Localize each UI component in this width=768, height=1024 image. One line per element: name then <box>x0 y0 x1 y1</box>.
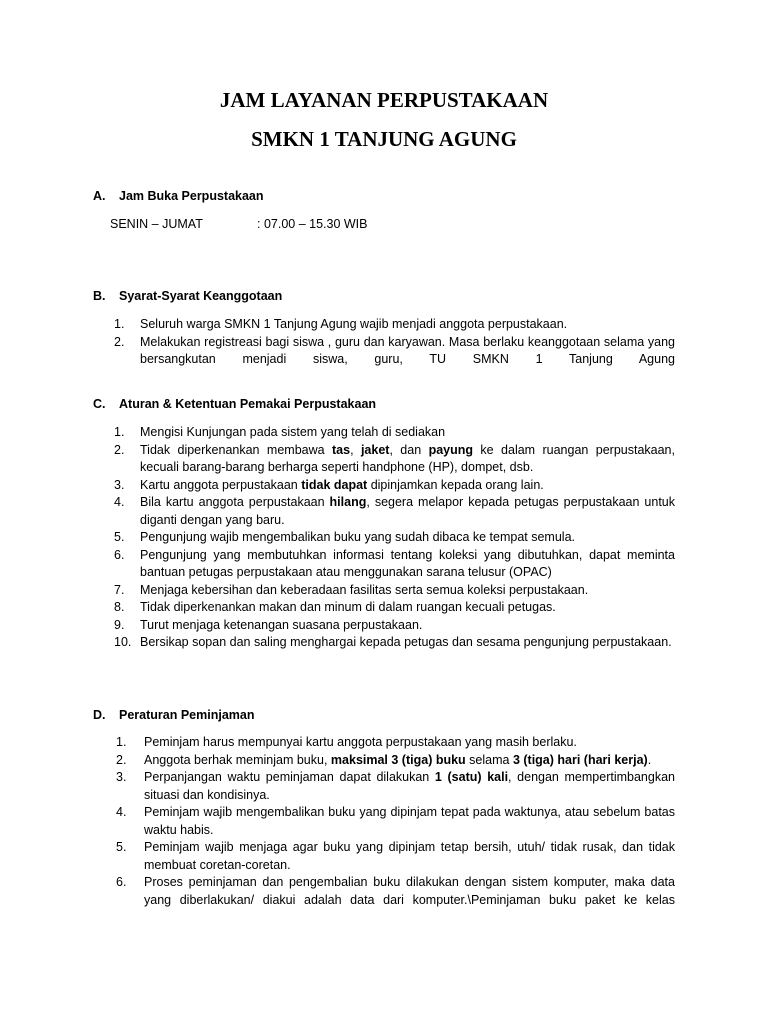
section-d-heading <box>93 708 254 722</box>
list-item: 2. Melakukan registreasi bagi siswa , guru dan karyawan. Masa berlaku keanggotaan selama yang bersangkutan menjadi siswa, guru, TU SMKN 1 Tanjung Agung <box>114 334 675 366</box>
list-item: 7. Menjaga kebersihan dan keberadaan fasilitas serta semua koleksi perpustakaan. <box>114 582 589 597</box>
section-title: Jam Buka Perpustakaan <box>119 189 264 203</box>
list-item: 5. Pengunjung wajib mengembalikan buku yang sudah dibaca ke tempat semula. <box>114 530 576 544</box>
section-title: Syarat-Syarat Keanggotaan <box>119 289 283 303</box>
section-title: Aturan & Ketentuan Pemakai Perpustakaan <box>119 397 377 411</box>
section-letter: C. <box>93 397 106 411</box>
list-item: 5. Peminjam wajib menjaga agar buku yang dipinjam tetap bersih, utuh/ tidak rusak, dan tidak membuat coretan-coretan. <box>116 840 675 872</box>
list-item: 3. Kartu anggota perpustakaan tidak dapat dipinjamkan kepada orang lain. <box>114 477 544 492</box>
borrowing-rules-list <box>116 734 675 909</box>
document-title: JAM LAYANAN PERPUSTAKAAN <box>219 88 549 112</box>
section-letter: D. <box>93 708 106 722</box>
list-item: 6. Pengunjung yang membutuhkan informasi tentang koleksi yang dibutuhkan, dapat meminta bantuan petugas perpustakaan atau menggunakan sarana telusur (OPAC) <box>114 547 675 579</box>
list-item: 4. Bila kartu anggota perpustakaan hilang, segera melapor kepada petugas perpustakaan untuk diganti dengan yang baru. <box>114 495 675 527</box>
opening-time: : 07.00 – 15.30 WIB <box>257 217 368 231</box>
list-item: 2. Anggota berhak meminjam buku, maksimal 3 (tiga) buku selama 3 (tiga) hari (hari kerja). <box>116 752 652 767</box>
usage-rules-list <box>114 424 675 652</box>
list-item: 4. Peminjam wajib mengembalikan buku yang dipinjam tepat pada waktunya, atau sebelum batas waktu habis. <box>116 805 675 837</box>
list-item: 10. Bersikap sopan dan saling menghargai kepada petugas dan sesama pengunjung perpustakaan. <box>114 635 672 649</box>
section-title: Peraturan Peminjaman <box>119 708 255 722</box>
list-item: 9. Turut menjaga ketenangan suasana perpustakaan. <box>114 617 423 632</box>
section-a-heading <box>93 189 264 203</box>
list-item: 1. Mengisi Kunjungan pada sistem yang telah di sediakan <box>114 425 446 439</box>
document-subtitle: SMKN 1 TANJUNG AGUNG <box>251 127 517 151</box>
list-item: 6. Proses peminjaman dan pengembalian buku dilakukan dengan sistem komputer, maka data yang diberlakukan/ diakui adalah data dari komputer.\Peminjaman buku paket ke kelas <box>116 875 675 907</box>
membership-requirements-list <box>114 316 675 369</box>
section-letter: B. <box>93 289 106 303</box>
list-item: 1. Seluruh warga SMKN 1 Tanjung Agung wajib menjadi anggota perpustakaan. <box>114 317 568 331</box>
section-letter: A. <box>93 189 106 203</box>
list-item: 2. Tidak diperkenankan membawa tas, jaket, dan payung ke dalam ruangan perpustakaan, kecuali barang-barang berharga seperti handphone (HP), dompet, dsb. <box>114 442 675 474</box>
opening-hours-row <box>110 217 368 231</box>
opening-days: SENIN – JUMAT <box>110 217 203 231</box>
list-item: 3. Perpanjangan waktu peminjaman dapat dilakukan 1 (satu) kali, dengan mempertimbangkan situasi dan kondisinya. <box>116 770 675 802</box>
section-b-heading <box>93 289 282 303</box>
list-item: 8. Tidak diperkenankan makan dan minum di dalam ruangan kecuali petugas. <box>114 600 556 614</box>
list-item: 1. Peminjam harus mempunyai kartu anggota perpustakaan yang masih berlaku. <box>116 735 577 749</box>
section-c-heading <box>93 397 376 411</box>
